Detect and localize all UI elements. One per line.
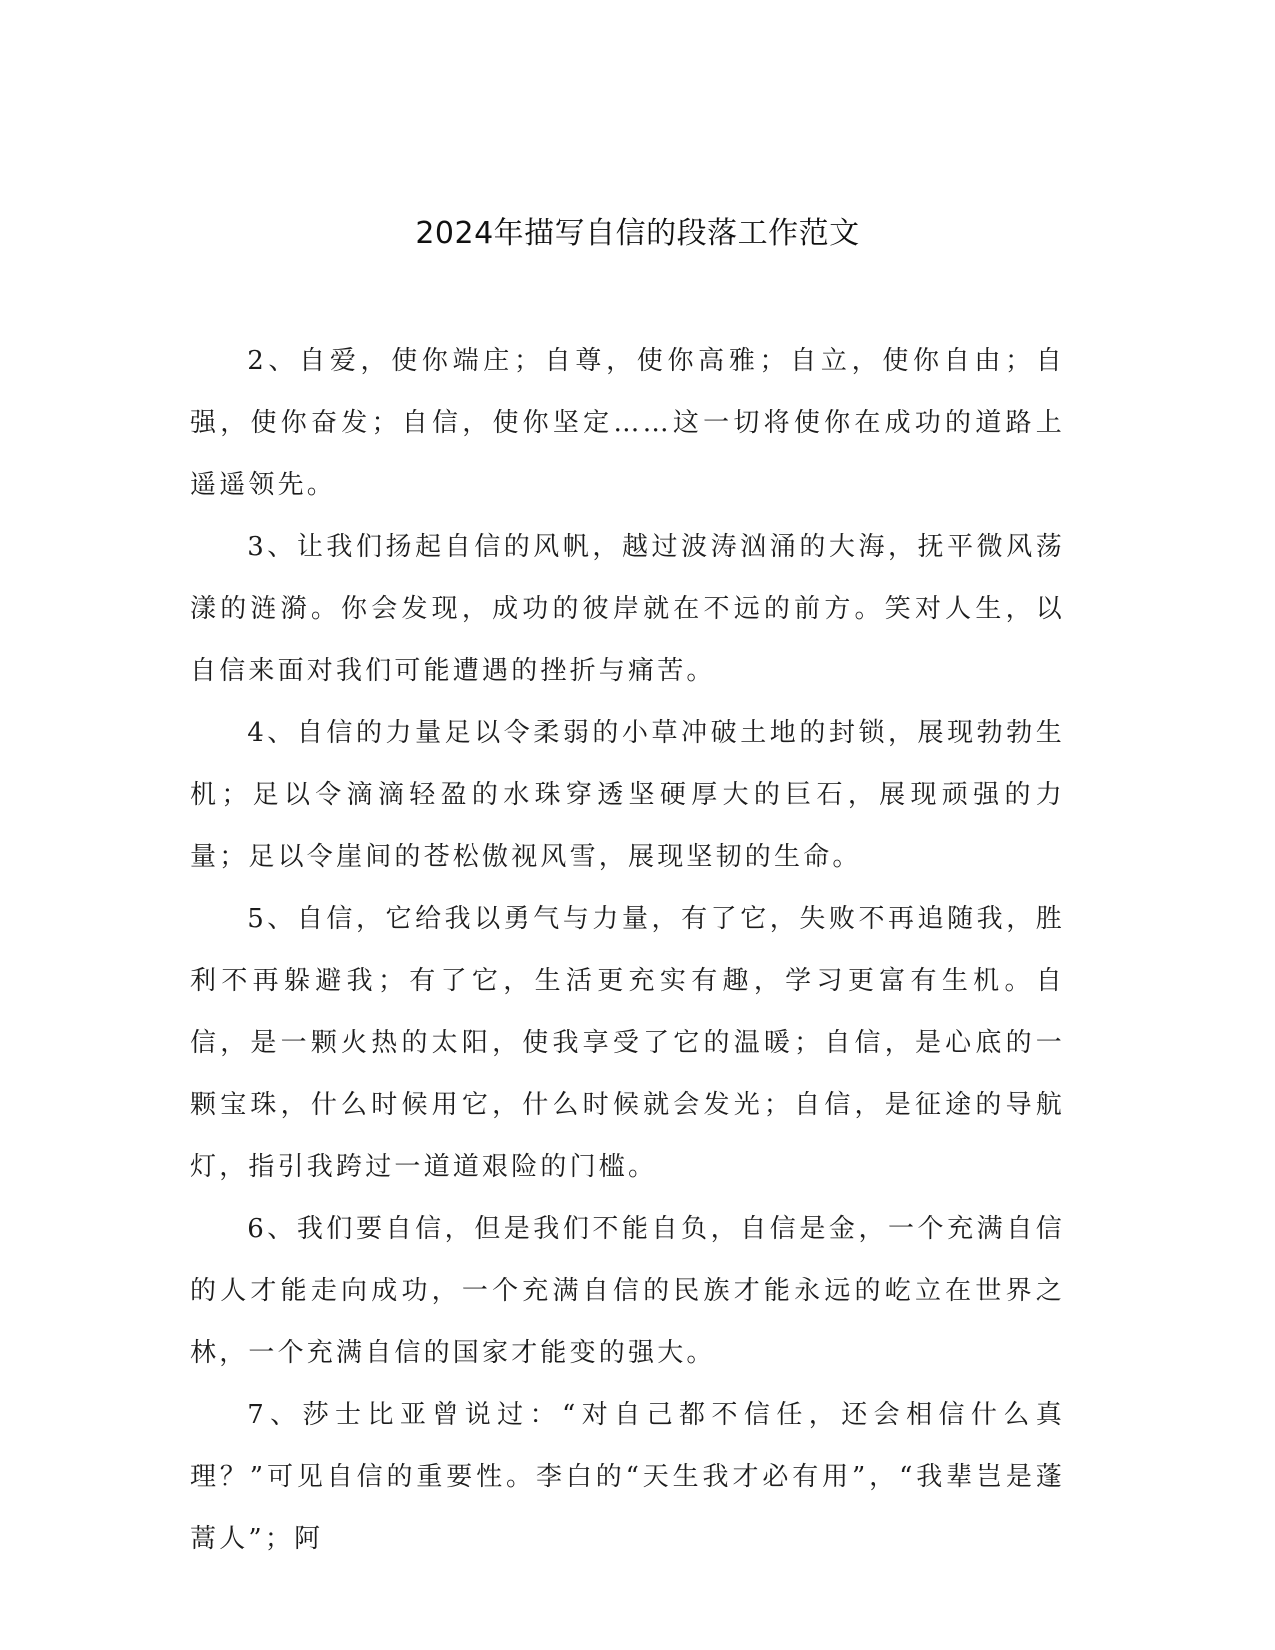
paragraph-4: 4、自信的力量足以令柔弱的小草冲破土地的封锁，展现勃勃生机；足以令滴滴轻盈的水珠穿透坚硬厚大的巨石，展现顽强的力量；足以令崖间的苍松傲视风雪，展现坚韧的生命。 [190, 718, 1065, 872]
paragraph-6: 6、我们要自信，但是我们不能自负，自信是金，一个充满自信的人才能走向成功，一个充满自信的民族才能永远的屹立在世界之林，一个充满自信的国家才能变的强大。 [190, 1214, 1065, 1368]
document-body [190, 330, 1065, 1570]
paragraph-5: 5、自信，它给我以勇气与力量，有了它，失败不再追随我，胜利不再躲避我；有了它，生活更充实有趣，学习更富有生机。自信，是一颗火热的太阳，使我享受了它的温暖；自信，是心底的一颗宝珠，什么时候用它，什么时候就会发光；自信，是征途的导航灯，指引我跨过一道道艰险的门槛。 [190, 904, 1065, 1182]
paragraph-3: 3、让我们扬起自信的风帆，越过波涛汹涌的大海，抚平微风荡漾的涟漪。你会发现，成功的彼岸就在不远的前方。笑对人生，以自信来面对我们可能遭遇的挫折与痛苦。 [190, 532, 1065, 686]
document-title: 2024年描写自信的段落工作范文 [415, 216, 860, 251]
paragraph-7: 7、莎士比亚曾说过：“对自己都不信任，还会相信什么真理？”可见自信的重要性。李白的“天生我才必有用”，“我辈岂是蓬蒿人”；阿 [190, 1400, 1065, 1554]
paragraph-2: 2、自爱，使你端庄；自尊，使你高雅；自立，使你自由；自强，使你奋发；自信，使你坚定……这一切将使你在成功的道路上遥遥领先。 [190, 346, 1065, 500]
